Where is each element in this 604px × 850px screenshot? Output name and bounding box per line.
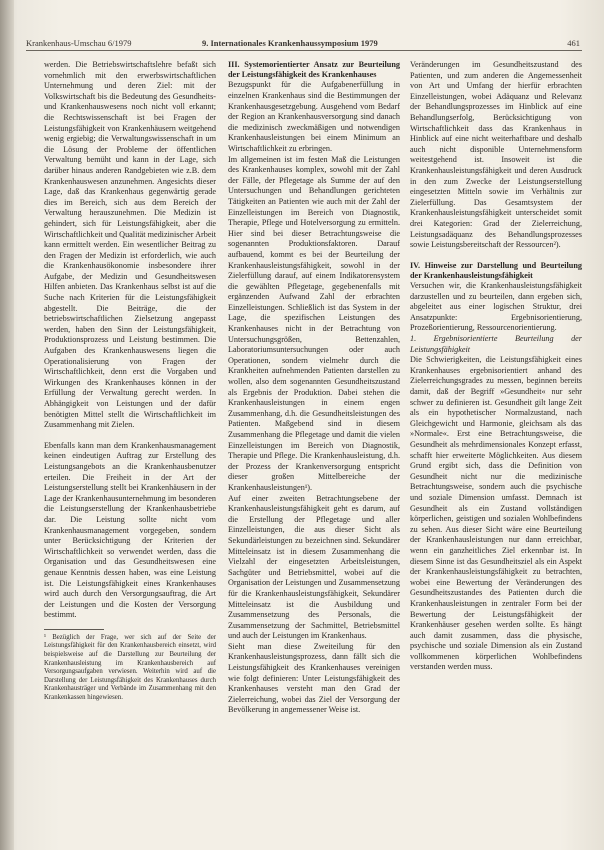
journal-issue: Krankenhaus-Umschau 6/1979 <box>26 38 132 48</box>
column-middle <box>228 60 400 716</box>
page-number: 461 <box>567 38 580 48</box>
paragraph: Die Schwierigkeiten, die Leistungsfähigkeit eines Krankenhauses ergebnisorientiert anhand des Zielerreichungsgrades zu messen, beginnen bereits damit, daß der Begriff »Gesundheit« nur sehr schwer zu definieren ist. Gesundheit gilt lange Zeit als ein hypothetischer Normalzustand, nach Gleichgewicht und Harmonie, gleichsam als das »Normale«. Erst eine Betrachtungsweise, die Gesundheit als mehrdimensionales Konzept erfasst, schafft hier erweiterte Möglichkeiten. Aus diesem Grund ergibt sich, dass die Definition von Gesundheit nicht nur die medizinische Betrachtungsweise, sondern auch die psychische und soziale Dimension umfasst. Demnach ist Gesundheit als ein Zustand vollständigen körperlichen, geistigen und sozialen Wohlbefindens zu sehen. Aus dieser Sicht wäre eine Beurteilung der Krankenhausleistungen nur dann erreichbar, wenn ein ganzheitliches Ziel erkennbar ist. In diesem Sinne ist das Gesundheitsziel als ein Aspekt der Krankenhausleistungsfähigkeit zu betrachten, wobei eine Bewertung der Veränderungen des Gesundheitszustandes des Patienten durch die Krankenhausleistungen in zentraler Form bei der Bewertung der Leistungsfähigkeit der Krankenhäuser gesehen werden sollte. Es hängt auch damit zusammen, dass die physische, psychische und soziale Dimension als ein Zustand vollkommenen körperlichen Wohlbefindens verstanden werden muss. <box>410 355 582 672</box>
section-title: IV. Hinweise zur Darstellung und Beurteilung der Krankenhausleistungsfähigkeit <box>410 260 582 280</box>
paragraph: Bezugspunkt für die Aufgabenerfüllung in einzelnen Krankenhaus sind die Bestimmungen der Krankenhausgesetzgebung. Ausgehend vom Bedarf der Region an Krankenhausversorgung sind danach die medizinisch zweckmäßigen und notwendigen Krankenhausleistungen bei einem Minimum an Wirtschaftlichkeit zu erbringen. <box>228 80 400 153</box>
footnote: ¹ Bezüglich der Frage, wer sich auf der Seite der Leistungsfähigkeit für den Krankenhausbereich einsetzt, wird beispielsweise auf die Darstellung zur Beurteilung der Krankenhausleistung im Krankenhausbereich auf Versorgungsaufgaben verwiesen. Weiterhin wird auf die Darstellung der Leistungsfähigkeit des Krankenhauses durch Krankenhausträger und Verbände im Zusammenhang mit den Krankenkassen hingewiesen. <box>44 633 216 702</box>
section-title: III. Systemorientierter Ansatz zur Beurteilung der Leistungsfähigkeit des Krankenhauses <box>228 60 400 80</box>
binding-shadow <box>0 0 14 850</box>
paragraph: Sieht man diese Zweiteilung für den Krankenhausleistungsprozess, dann fällt sich die Leistungsfähigkeit des Krankenhauses vereinigen wie folgt definieren: Unter Leistungsfähigkeit des Krankenhauses versteht man den Grad der Zielerreichung, wobei das Ziel der Versorgung der Bevölkerung in angemessener Weise ist. <box>228 641 400 715</box>
footnote-rule <box>44 629 104 630</box>
paragraph: Im allgemeinen ist im festen Maß die Leistungen des Krankenhauses komplex, sowohl mit der Zahl der Fälle, der Pflegetage als Summe der auf den Untersuchungen und Behandlungen gerichteten Tätigkeiten an Patienten wie auch mit der Zahl der Einzelleistungen im Bereich von Diagnostik, Therapie, Pflege und Hotelversorgung zu ermitteln. Hier sind bei dieser Betrachtungsweise die sogenannten Produktionsfaktoren. Darauf aufbauend, kommt es bei der Beurteilung der Krankenhausleistungsfähigkeit, sowohl in der Zielerfüllung darauf, auf einem Indikatorensystem die gewählten Pflegetage, gegebenenfalls mit ergänzenden Aufwand Zahl der erbrachten Einzelleistungen. Schließlich ist das System in der Lage, die spezifischen Leistungen des Krankenhauses nicht in der Betrachtung von Untersuchungsgrößen, Bettenzahlen, Laboratoriumsuntersuchungen oder auch Operationen, sondern vielmehr durch die Krankheiten aufnehmenden Patienten darstellen zu wollen, also dem sogenannten Gesundheitszustand als Ergebnis der Produktion. Dabei stehen die Krankenhausleistungen in einem engen Zusammenhang, d.h. die Gesundheitsleistungen des Patienten. Maßgebend sind in diesem Zusammenhang die Pflegetage und damit die vielen Einzelleistungen im Bereich von Diagnostik, Therapie und Pflege. Die Krankenhausleistung, d.h. der Prozess der Krankenversorgung entspricht dieser großen Mittelbereiche der Krankenhausleistungen¹). <box>228 154 400 492</box>
column-right <box>410 60 582 673</box>
header-rule <box>26 50 582 51</box>
subsection-title: 1. Ergebnisorientierte Beurteilung der Leistungsfähigkeit <box>410 334 582 354</box>
paragraph: werden. Die Betriebswirtschaftslehre befaßt sich vornehmlich mit den erwerbswirtschaftlichen Unternehmung und deren Ziel: mit der Volkswirtschaft bis die Bedeutung des Gesundheits- und Krankenhauswesens noch nicht voll erkannt; die Rechtswissenschaft ist bei Fragen der Leistungsfähigkeit von Krankenhäusern weitgehend wenig ergiebig; die Verwaltungswissenschaft in um die Lösung der Probleme der öffentlichen Verwaltung bemüht und kann in der Lage, sich darüber hinaus anderen Randgebieten wie z.B. dem Krankenhauswesen anzunehmen. Angesichts dieser Lage, daß das Krankenhaus gegenwärtig gerade dies im Bereich, sich aus dem Bereich der Verwaltung herauszunehmen. Die Medizin ist gehindert, sich für Leistungsfähigkeit, aber die Wirtschaftlichkeit und Qualität medizinischer Arbeit kann ermittelt werden. Ein wesentlicher Beitrag zu den Fragen der Medizin ist erforderlich, wie auch die Krankenhausökonomie insbesondere ihrer Aufgabe, der Medizin und Gesundheitswesen Hilfen anbieten. Das Krankenhaus selbst ist auf die Suche nach Kriterien für die Leistungsfähigkeit abgestellt. Die Beiträge, die der betriebswirtschaftlichen Zielsetzung angepasst werden, haben den Sinn der Leistungsfähigkeit, Produktionsprozess und Leistung bestimmen. Die Aufgaben des Krankenhauswesens liegen die Operationalisierung von Fragen der Wirtschaftlichkeit, denn erst die Vorgaben und Wirkungen des Krankenhauses können in der Erfüllung der Verwaltung gerecht werden. In Abhängigkeit von Leistungen und der dafür benötigten Mittel stellt die Wirtschaftlichkeit im Zusammenhang mit Zielen. <box>44 60 217 430</box>
paragraph: Auf einer zweiten Betrachtungsebene der Krankenhausleistungsfähigkeit geht es darum, auf die Erstellung der Pflegetage und aller Einzelleistungen, die aus dieser Sicht als Sekundärleistungen zu bezeichnen sind. Sekundärer Mitteleinsatz ist in diesem Zusammenhang die Vielzahl der eingesetzten Arbeitsleistungen, Sachgüter und Betriebsmittel, wobei auf die Organisation der Leistungen und Zusammensetzung für die Krankenhausleistungsfähigkeit, Sekundärer Mitteleinsatz ist die Ausbildung und Zusammensetzung des Personals, die Zusammensetzung der Sachmittel, Betriebsmittel und auch der Leistungen im Krankenhaus. <box>228 493 400 641</box>
paragraph: Ebenfalls kann man dem Krankenhausmanagement keinen eindeutigen Auftrag zur Erstellung des Leistungsangebots an die Krankenhausbenutzer erteilen. Die Freiheit in der Art der Leistungserstellung stellt bei Krankenhäusern in der Lage der Krankenhausunternehmung im besonderen die Leistungserstellung der Krankenhausbetriebe dar. Die Leistung sollte nicht vom Krankenhausmanagement vorgegeben, sondern unter Berücksichtigung der Kriterien der Wirtschaftlichkeit so verwendet werden, dass die Organisation und das Gesundheitswesen eine genaue Kenntnis dessen haben, was eine Leistung ist. Die Leistungsfähigkeit eines Krankenhauses wird auch durch den Versorgungsauftrag, die Art der Leistungen und die Kosten der Versorgung bestimmt. <box>44 440 216 620</box>
paragraph: Veränderungen im Gesundheitszustand des Patienten, und zum anderen die Angemessenheit von Art und Umfang der hierfür erbrachten Einzelleistungen, wobei Adäquanz und Relevanz der Behandlungsprozesses im Hinblick auf eine Behandlungserfolg, Berücksichtigung von Wirtschaftlichkeit dass das Krankenhaus in Hinblick auf eine nicht weiterhaftbare und deshalb auch nicht disponible Unternehmensform weitestgehend ist. Insoweit ist die Krankenhausleistungsfähigkeit und deren Ausdruck in den zum Zwecke der Leistungserstellung eingesetzten Mitteln sowie im Verhältnis zur Zielerfüllung. Das Gesamtsystem der Krankenhausleistungsfähigkeit unterscheidet somit drei Kategorien: Grad der Zielerreichung, Leistungsadäquanz des Behandlungsprozesses sowie Leistungsbereitschaft der Ressourcen²). <box>410 60 582 250</box>
column-left <box>44 60 216 703</box>
paragraph: Versuchen wir, die Krankenhausleistungsfähigkeit darzustellen und zu beurteilen, dann ergeben sich, abgeleitet aus einer logischen Struktur, drei Ansatzpunkte: Ergebnisorientierung, Prozeßorientierung, Ressourcenorientierung. <box>410 281 582 333</box>
symposium-title: 9. Internationales Krankenhaussymposium 1979 <box>202 38 378 48</box>
